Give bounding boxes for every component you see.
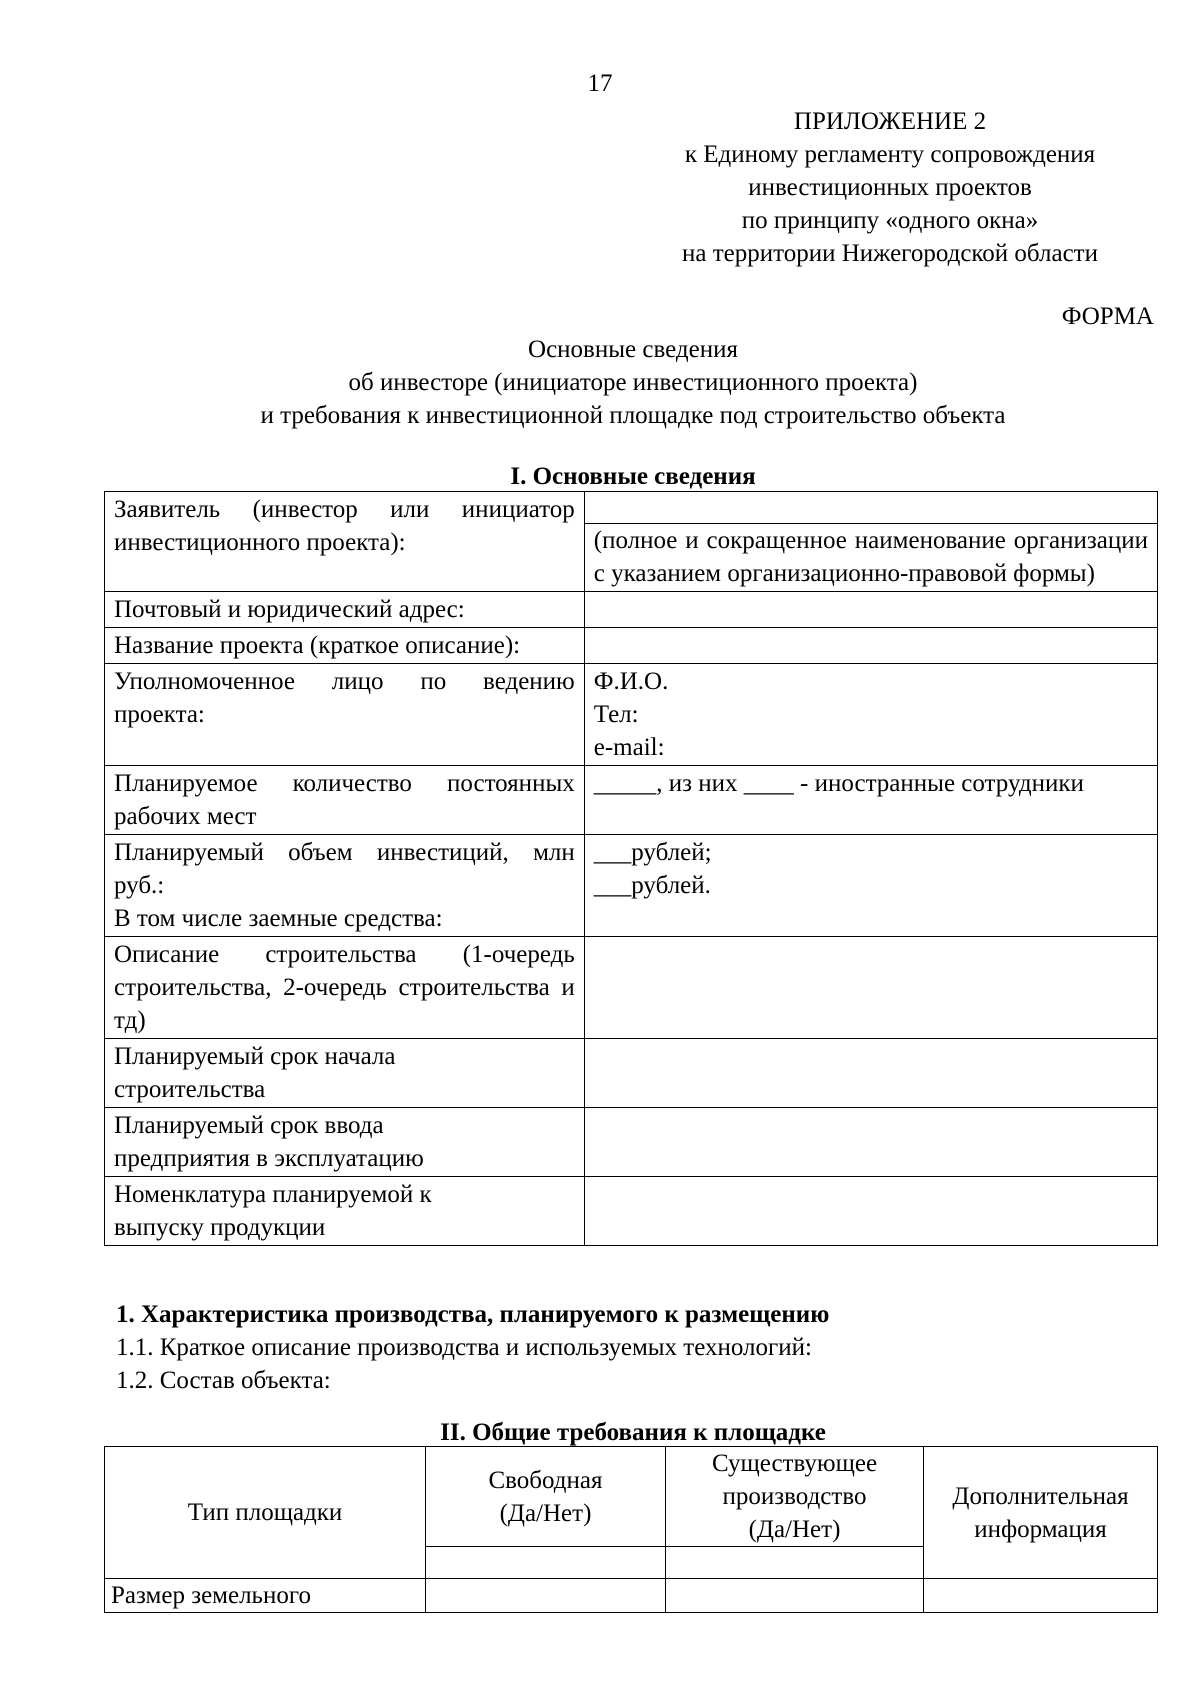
address-label: Почтовый и юридический адрес: — [105, 592, 585, 628]
existing-production-subcell[interactable] — [666, 1547, 924, 1579]
characteristics-item: 1.2. Состав объекта: — [116, 1367, 331, 1394]
applicant-label: Заявитель (инвестор или инициатор инвестиционного проекта): — [105, 492, 585, 592]
applicant-note: (полное и сокращенное наименование организации с указанием организационно-правовой формы) — [593, 527, 1148, 587]
construction-description-value[interactable] — [584, 937, 1157, 1039]
appendix-header — [640, 105, 1140, 270]
investment-volume-label: Планируемый объем инвестиций, млн руб.: — [114, 839, 575, 899]
commissioning-label-line: Планируемый срок ввода — [114, 1112, 384, 1139]
header-line: Дополнительная — [952, 1482, 1129, 1510]
applicant-input-line[interactable] — [585, 492, 1157, 524]
land-size-free-cell[interactable] — [426, 1579, 666, 1613]
project-name-label: Название проекта (краткое описание): — [105, 628, 585, 664]
land-size-existing-cell[interactable] — [666, 1579, 924, 1613]
table-row — [105, 835, 1158, 937]
production-characteristics — [116, 1298, 829, 1397]
product-range-label — [105, 1177, 585, 1246]
title-line: Основные сведения — [528, 336, 738, 363]
product-range-label-line: Номенклатура планируемой к — [114, 1181, 432, 1208]
construction-start-label-line: Планируемый срок начала — [114, 1043, 396, 1070]
construction-start-label — [105, 1039, 585, 1108]
contact-email-label: e-mail: — [593, 734, 665, 761]
characteristics-heading: 1. Характеристика производства, планируемого к размещению — [116, 1301, 830, 1328]
additional-info-header — [924, 1447, 1158, 1579]
borrowed-funds-label: В том числе заемные средства: — [114, 905, 443, 932]
header-line: (Да/Нет) — [499, 1499, 592, 1527]
header-line: производство — [722, 1483, 867, 1510]
form-label: ФОРМА — [1061, 303, 1154, 330]
free-site-header — [426, 1447, 666, 1547]
borrowed-funds-value: ___рублей. — [593, 872, 711, 899]
existing-production-header — [666, 1447, 924, 1547]
commissioning-label — [105, 1108, 585, 1177]
commissioning-label-line: предприятия в эксплуатацию — [114, 1145, 424, 1172]
product-range-label-line: выпуску продукции — [114, 1214, 326, 1241]
table-row — [105, 1039, 1158, 1108]
project-name-value[interactable] — [584, 628, 1157, 664]
appendix-line: к Единому регламенту сопровождения — [684, 141, 1096, 168]
table-row — [105, 492, 1158, 592]
table-row — [105, 1108, 1158, 1177]
contact-phone-label: Тел: — [593, 701, 639, 728]
table-header-row — [105, 1447, 1158, 1547]
construction-start-label-line: строительства — [114, 1076, 266, 1103]
header-line: информация — [974, 1515, 1107, 1543]
table-row — [105, 664, 1158, 766]
appendix-line: инвестиционных проектов — [748, 174, 1032, 201]
jobs-value[interactable]: _____, из них ____ - иностранные сотрудники — [584, 766, 1157, 835]
header-line: Свободная — [488, 1466, 603, 1494]
contact-person-value[interactable] — [584, 664, 1157, 766]
table-row — [105, 937, 1158, 1039]
product-range-value[interactable] — [584, 1177, 1157, 1246]
section1-title: I. Основные сведения — [510, 463, 756, 490]
appendix-line: на территории Нижегородской области — [681, 240, 1098, 267]
section2-title: II. Общие требования к площадке — [440, 1419, 826, 1446]
page-number: 17 — [587, 70, 613, 97]
characteristics-item: 1.1. Краткое описание производства и используемых технологий: — [116, 1334, 812, 1361]
jobs-label: Планируемое количество постоянных рабочих мест — [105, 766, 585, 835]
appendix-line: по принципу «одного окна» — [741, 207, 1039, 234]
land-size-additional-cell[interactable] — [924, 1579, 1158, 1613]
contact-person-label: Уполномоченное лицо по ведению проекта: — [105, 664, 585, 766]
table-row — [105, 628, 1158, 664]
appendix-line: ПРИЛОЖЕНИЕ 2 — [793, 108, 987, 135]
commissioning-value[interactable] — [584, 1108, 1157, 1177]
table-row — [105, 1177, 1158, 1246]
land-size-label: Размер земельного — [105, 1579, 426, 1613]
table-row — [105, 766, 1158, 835]
document-title — [0, 333, 1200, 432]
title-line: об инвесторе (инициаторе инвестиционного проекта) — [348, 369, 918, 396]
construction-description-label: Описание строительства (1-очередь строительства, 2-очередь строительства и тд) — [105, 937, 585, 1039]
construction-start-value[interactable] — [584, 1039, 1157, 1108]
title-line: и требования к инвестиционной площадке под строительство объекта — [260, 402, 1006, 429]
free-site-subcell[interactable] — [426, 1547, 666, 1579]
investment-volume-value: ___рублей; — [593, 839, 712, 866]
address-value[interactable] — [584, 592, 1157, 628]
investment-value[interactable] — [584, 835, 1157, 937]
site-requirements-table — [104, 1446, 1158, 1613]
investment-label — [105, 835, 585, 937]
applicant-value-cell[interactable] — [584, 492, 1157, 592]
table-row — [105, 592, 1158, 628]
contact-name-label: Ф.И.О. — [593, 668, 669, 695]
main-info-table — [104, 491, 1158, 1246]
table-row — [105, 1579, 1158, 1613]
header-line: (Да/Нет) — [748, 1516, 841, 1543]
site-type-header: Тип площадки — [105, 1447, 426, 1579]
header-line: Существующее — [711, 1450, 878, 1477]
